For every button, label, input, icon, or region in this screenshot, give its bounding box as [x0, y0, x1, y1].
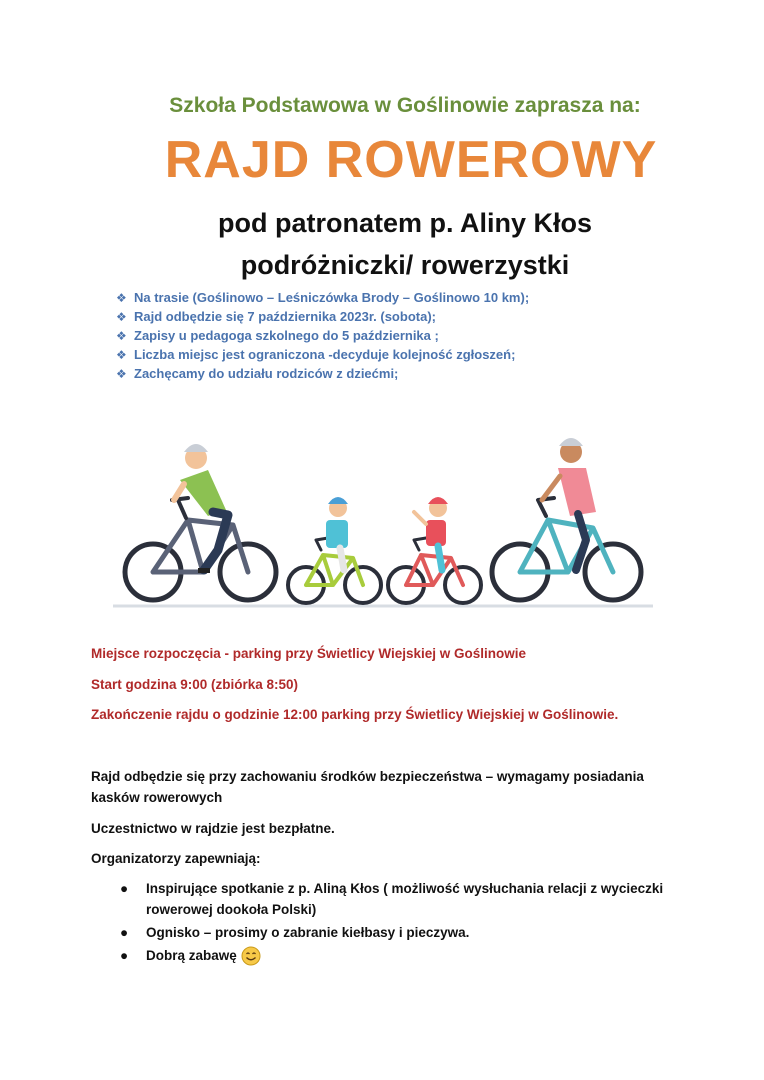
family-cycling-illustration	[108, 420, 668, 620]
girl-cyclist	[388, 497, 481, 603]
mother-cyclist	[492, 438, 641, 600]
provide-list	[120, 878, 680, 966]
info-item: ❖ Rajd odbędzie się 7 października 2023r. (sobota);	[116, 307, 529, 326]
safety-note: Rajd odbędzie się przy zachowaniu środków bezpieczeństwa – wymagamy posiadania kasków rowerowych	[91, 769, 644, 805]
bullet-icon: ●	[120, 881, 129, 896]
free-participation: Uczestnictwo w rajdzie jest bezpłatne.	[91, 821, 335, 836]
patron-line-1: pod patronatem p. Aliny Kłos	[217, 208, 593, 238]
info-item: ❖ Liczba miejsc jest ograniczona -decyduje kolejność zgłoszeń;	[116, 345, 529, 364]
patron-line-2: podróżniczki/ rowerzystki	[240, 250, 570, 280]
diamond-bullet-icon: ❖	[116, 310, 127, 324]
info-list	[116, 288, 529, 383]
bullet-icon: ●	[120, 925, 129, 940]
father-cyclist	[125, 444, 276, 600]
intro-heading: Szkoła Podstawowa w Goślinowie zaprasza na:	[169, 94, 641, 117]
start-time: Start godzina 9:00 (zbiórka 8:50)	[91, 677, 299, 692]
organizers-heading: Organizatorzy zapewniają:	[91, 851, 261, 866]
boy-cyclist	[288, 497, 381, 603]
provide-item: ● Ognisko – prosimy o zabranie kiełbasy i pieczywa.	[120, 922, 680, 943]
end-info: Zakończenie rajdu o godzinie 12:00 parking przy Świetlicy Wiejskiej w Goślinowie.	[91, 707, 619, 722]
diamond-bullet-icon: ❖	[116, 367, 127, 381]
event-title: RAJD ROWEROWY	[164, 131, 658, 189]
diamond-bullet-icon: ❖	[116, 348, 127, 362]
bullet-icon: ●	[120, 948, 129, 963]
diamond-bullet-icon: ❖	[116, 291, 127, 305]
provide-item: ● Dobrą zabawę	[120, 945, 680, 966]
info-item: ❖ Na trasie (Goślinowo – Leśniczówka Brody – Goślinowo 10 km);	[116, 288, 529, 307]
info-item: ❖ Zachęcamy do udziału rodziców z dziećmi;	[116, 364, 529, 383]
start-place: Miejsce rozpoczęcia - parking przy Świetlicy Wiejskiej w Goślinowie	[91, 646, 527, 661]
info-item: ❖ Zapisy u pedagoga szkolnego do 5 października ;	[116, 326, 529, 345]
smiley-icon	[241, 946, 261, 966]
diamond-bullet-icon: ❖	[116, 329, 127, 343]
provide-item: ● Inspirujące spotkanie z p. Aliną Kłos ( możliwość wysłuchania relacji z wycieczki rowerowej dookoła Polski)	[120, 878, 680, 920]
